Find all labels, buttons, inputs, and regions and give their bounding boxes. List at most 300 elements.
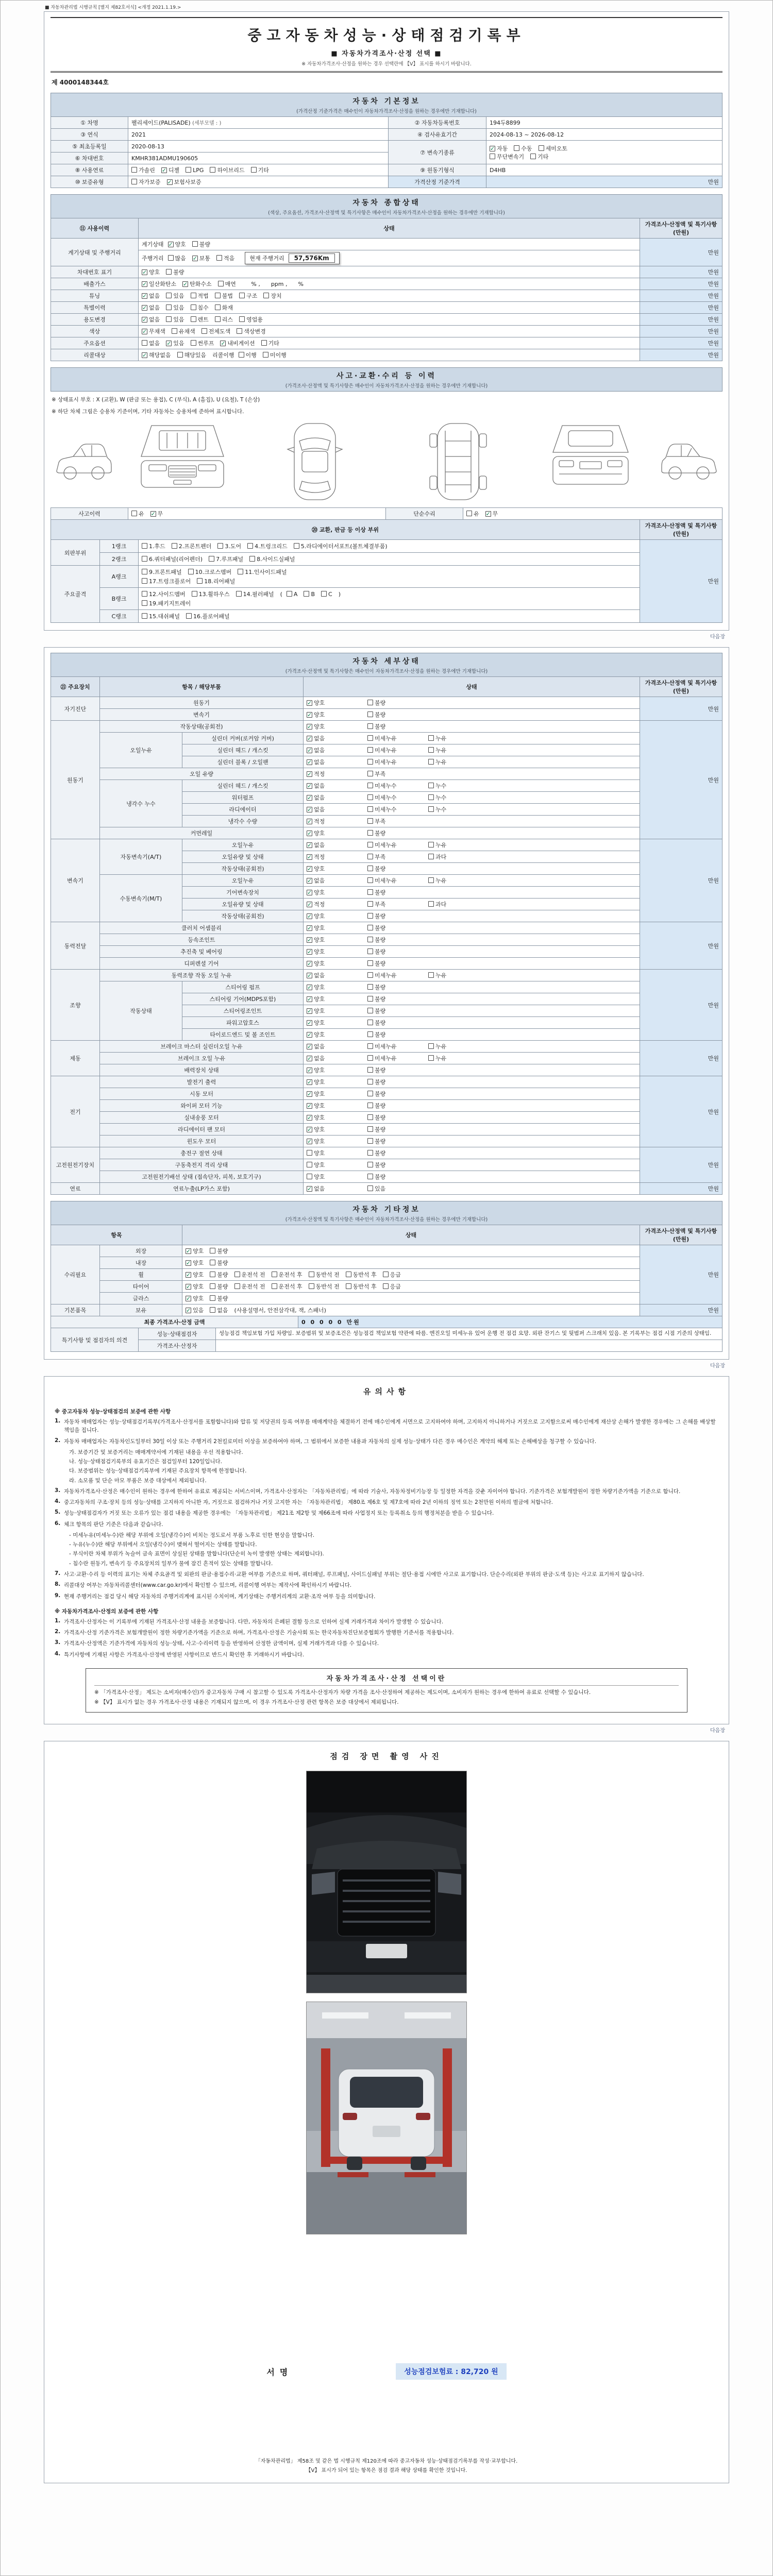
unchecked-box-icon[interactable] xyxy=(201,328,207,334)
unchecked-box-icon[interactable] xyxy=(210,1260,215,1265)
checkbox-option[interactable]: 있음 xyxy=(367,1184,428,1193)
unchecked-box-icon[interactable] xyxy=(367,735,373,741)
checkbox-option[interactable]: 불량 xyxy=(367,829,428,837)
checkbox-option[interactable]: 16.플로어패널 xyxy=(186,612,230,620)
unchecked-box-icon[interactable] xyxy=(367,925,373,930)
checkbox-option[interactable]: ✓ 양호 xyxy=(307,960,325,967)
unchecked-box-icon[interactable] xyxy=(383,1272,389,1277)
checkbox-option[interactable]: 미세누수 xyxy=(367,805,428,814)
checkbox-option[interactable]: 장치 xyxy=(263,292,281,300)
unchecked-box-icon[interactable] xyxy=(192,591,197,597)
checked-box-icon[interactable]: ✓ xyxy=(307,913,312,920)
checked-box-icon[interactable]: ✓ xyxy=(142,316,147,323)
checkbox-option[interactable]: ✓ 양호 xyxy=(307,723,325,730)
unchecked-box-icon[interactable] xyxy=(367,1043,373,1049)
checked-box-icon[interactable]: ✓ xyxy=(307,960,312,967)
unchecked-box-icon[interactable] xyxy=(367,1185,373,1191)
checkbox-option[interactable]: ✓ 양호 xyxy=(307,925,325,931)
checkbox-option[interactable]: ✓ 양호 xyxy=(307,711,325,718)
checkbox-option[interactable]: 전체도색 xyxy=(201,327,231,335)
checkbox-option[interactable]: 누유 xyxy=(428,758,489,766)
unchecked-box-icon[interactable] xyxy=(367,794,373,800)
checked-box-icon[interactable]: ✓ xyxy=(307,1020,312,1026)
checkbox-option[interactable]: ✓ 없음 xyxy=(307,1185,325,1192)
checkbox-option[interactable]: 12.사이드멤버 xyxy=(142,590,186,598)
checked-box-icon[interactable]: ✓ xyxy=(307,854,312,860)
checked-box-icon[interactable]: ✓ xyxy=(161,167,167,174)
checked-box-icon[interactable]: ✓ xyxy=(168,241,173,248)
unchecked-box-icon[interactable] xyxy=(367,960,373,966)
checked-box-icon[interactable]: ✓ xyxy=(307,842,312,849)
unchecked-box-icon[interactable] xyxy=(367,783,373,788)
checkbox-option[interactable]: ✓ 없음 xyxy=(142,304,160,311)
checked-box-icon[interactable]: ✓ xyxy=(142,281,147,287)
checkbox-option[interactable]: 미세누유 xyxy=(367,734,428,742)
unchecked-box-icon[interactable] xyxy=(307,1150,312,1156)
checkbox-option[interactable]: ✓ 없음 xyxy=(307,783,325,789)
unchecked-box-icon[interactable] xyxy=(309,1283,314,1289)
unchecked-box-icon[interactable] xyxy=(261,340,267,346)
checked-box-icon[interactable]: ✓ xyxy=(307,1103,312,1109)
checkbox-option[interactable]: 3.도어 xyxy=(217,542,241,550)
checkbox-option[interactable]: 불량 xyxy=(367,947,428,956)
unchecked-box-icon[interactable] xyxy=(428,854,434,859)
checkbox-option[interactable]: ✓ 양호 xyxy=(307,1008,325,1014)
unchecked-box-icon[interactable] xyxy=(346,1272,351,1277)
checkbox-option[interactable]: 5.라디에이터서포트(볼트체결부품) xyxy=(294,542,388,550)
checkbox-option[interactable]: 적음 xyxy=(216,254,234,262)
unchecked-box-icon[interactable] xyxy=(142,600,147,606)
checkbox-option[interactable]: ✓ 없음 xyxy=(142,316,160,323)
checkbox-option[interactable]: ✓ 적정 xyxy=(307,771,325,777)
checked-box-icon[interactable]: ✓ xyxy=(490,145,495,152)
checked-box-icon[interactable]: ✓ xyxy=(307,901,312,908)
checkbox-option[interactable]: 동반석 전 xyxy=(309,1270,340,1279)
checked-box-icon[interactable]: ✓ xyxy=(307,1067,312,1074)
checkbox-option[interactable]: 동반석 후 xyxy=(346,1270,377,1279)
checkbox-option[interactable]: ✓ 양호 xyxy=(307,1091,325,1097)
checkbox-option[interactable]: 불법 xyxy=(215,292,233,300)
unchecked-box-icon[interactable] xyxy=(166,269,172,275)
unchecked-box-icon[interactable] xyxy=(367,1091,373,1096)
checkbox-option[interactable]: ✓ 없음 xyxy=(307,972,325,979)
unchecked-box-icon[interactable] xyxy=(191,293,196,298)
checkbox-option[interactable]: 13.휠하우스 xyxy=(192,590,230,598)
unchecked-box-icon[interactable] xyxy=(514,145,519,151)
checkbox-option[interactable]: ✓ 없음 xyxy=(307,842,325,849)
checkbox-option[interactable]: ✓ 없음 xyxy=(307,735,325,742)
checkbox-option[interactable]: 운전석 전 xyxy=(234,1282,265,1291)
checked-box-icon[interactable]: ✓ xyxy=(142,328,147,335)
checkbox-option[interactable]: ✓ 양호 xyxy=(307,1138,325,1145)
checkbox-option[interactable]: 불량 xyxy=(367,699,428,707)
checkbox-option[interactable]: 유채색 xyxy=(172,327,195,335)
checkbox-option[interactable]: ✓ 자동 xyxy=(490,145,508,152)
unchecked-box-icon[interactable] xyxy=(367,830,373,836)
checkbox-option[interactable]: ✓ 양호 xyxy=(307,1126,325,1133)
checkbox-option[interactable]: 2.프론트펜더 xyxy=(172,542,212,550)
checkbox-option[interactable]: 11.인사이드패널 xyxy=(238,568,287,576)
checkbox-option[interactable]: 17.트렁크플로어 xyxy=(142,577,191,585)
checked-box-icon[interactable]: ✓ xyxy=(307,1138,312,1145)
checkbox-option[interactable]: ✓ 있음 xyxy=(186,1307,204,1314)
unchecked-box-icon[interactable] xyxy=(428,842,434,848)
checked-box-icon[interactable]: ✓ xyxy=(307,1091,312,1097)
checkbox-option[interactable]: 누수 xyxy=(428,793,489,802)
checkbox-option[interactable]: 있음 xyxy=(166,292,184,300)
unchecked-box-icon[interactable] xyxy=(428,794,434,800)
checkbox-option[interactable]: 불량 xyxy=(210,1270,228,1279)
checkbox-option[interactable]: 6.쿼터패널(리어펜더) xyxy=(142,555,203,563)
checkbox-option[interactable]: 불량 xyxy=(367,710,428,719)
checkbox-option[interactable]: 누유 xyxy=(428,971,489,979)
unchecked-box-icon[interactable] xyxy=(210,1248,215,1253)
unchecked-box-icon[interactable] xyxy=(237,328,242,334)
unchecked-box-icon[interactable] xyxy=(186,167,191,173)
checkbox-option[interactable]: 과다 xyxy=(428,900,489,908)
checked-box-icon[interactable]: ✓ xyxy=(307,937,312,943)
checkbox-option[interactable]: ✓ 양호 xyxy=(307,913,325,920)
checked-box-icon[interactable]: ✓ xyxy=(307,1008,312,1014)
checkbox-option[interactable]: 미세누유 xyxy=(367,841,428,849)
checkbox-option[interactable]: 없음 xyxy=(142,339,160,347)
checkbox-option[interactable]: 화재 xyxy=(215,303,233,312)
checked-box-icon[interactable]: ✓ xyxy=(183,281,188,287)
unchecked-box-icon[interactable] xyxy=(367,759,373,765)
checkbox-option[interactable]: ✓ 양호 xyxy=(307,866,325,872)
checkbox-option[interactable]: ✓ 디젤 xyxy=(161,167,180,174)
checkbox-option[interactable]: ✓ 양호 xyxy=(307,937,325,943)
checked-box-icon[interactable]: ✓ xyxy=(307,948,312,955)
unchecked-box-icon[interactable] xyxy=(172,328,177,334)
checkbox-option[interactable]: A xyxy=(287,591,298,598)
unchecked-box-icon[interactable] xyxy=(367,901,373,907)
unchecked-box-icon[interactable] xyxy=(142,569,147,574)
checkbox-option[interactable]: 구조 xyxy=(239,292,257,300)
unchecked-box-icon[interactable] xyxy=(367,1079,373,1084)
unchecked-box-icon[interactable] xyxy=(428,901,434,907)
checkbox-option[interactable]: 불량 xyxy=(166,268,184,276)
unchecked-box-icon[interactable] xyxy=(249,556,255,562)
checked-box-icon[interactable]: ✓ xyxy=(307,1043,312,1050)
checkbox-option[interactable]: 누유 xyxy=(428,734,489,742)
checked-box-icon[interactable]: ✓ xyxy=(166,340,172,347)
unchecked-box-icon[interactable] xyxy=(247,543,253,549)
unchecked-box-icon[interactable] xyxy=(367,1114,373,1120)
checkbox-option[interactable]: 불량 xyxy=(367,1149,428,1157)
checkbox-option[interactable]: 미세누유 xyxy=(367,758,428,766)
unchecked-box-icon[interactable] xyxy=(210,1272,215,1277)
unchecked-box-icon[interactable] xyxy=(192,241,198,247)
checkbox-option[interactable]: 운전석 후 xyxy=(272,1270,303,1279)
checkbox-option[interactable]: 누수 xyxy=(428,782,489,790)
checked-box-icon[interactable]: ✓ xyxy=(142,352,147,359)
unchecked-box-icon[interactable] xyxy=(367,771,373,776)
unchecked-box-icon[interactable] xyxy=(210,1307,215,1313)
checked-box-icon[interactable]: ✓ xyxy=(307,759,312,766)
checkbox-option[interactable]: 있음 xyxy=(166,303,184,312)
checkbox-option[interactable]: 자가보증 xyxy=(131,178,161,186)
checkbox-option[interactable]: 동반석 후 xyxy=(346,1282,377,1291)
checkbox-option[interactable]: ✓ 양호 xyxy=(142,269,160,276)
checkbox-option[interactable]: 14.필러패널 xyxy=(236,590,274,598)
unchecked-box-icon[interactable] xyxy=(166,304,172,310)
checkbox-option[interactable]: 15.대쉬패널 xyxy=(142,612,180,620)
unchecked-box-icon[interactable] xyxy=(428,806,434,812)
unchecked-box-icon[interactable] xyxy=(272,1272,277,1277)
checkbox-option[interactable]: 누유 xyxy=(428,841,489,849)
unchecked-box-icon[interactable] xyxy=(367,1174,373,1179)
checkbox-option[interactable]: 운전석 후 xyxy=(272,1282,303,1291)
checkbox-option[interactable]: 8.사이드실패널 xyxy=(249,555,295,563)
unchecked-box-icon[interactable] xyxy=(321,591,327,597)
checkbox-option[interactable]: 7.루프패널 xyxy=(209,555,243,563)
checkbox-option[interactable]: 미세누수 xyxy=(367,782,428,790)
checkbox-option[interactable]: ✓ 양호 xyxy=(307,700,325,706)
unchecked-box-icon[interactable] xyxy=(367,1138,373,1144)
checkbox-option[interactable]: 많음 xyxy=(168,254,186,262)
checkbox-option[interactable]: 미세누유 xyxy=(367,1042,428,1050)
checkbox-option[interactable]: 침수 xyxy=(191,303,209,312)
unchecked-box-icon[interactable] xyxy=(177,352,183,358)
checkbox-option[interactable]: 19.패키지트레이 xyxy=(142,599,191,607)
checkbox-option[interactable]: 운전석 전 xyxy=(234,1270,265,1279)
checkbox-option[interactable]: 미세누유 xyxy=(367,876,428,885)
checkbox-option[interactable]: 불량 xyxy=(367,888,428,896)
checkbox-option[interactable]: 세미오토 xyxy=(539,144,568,152)
checkbox-option[interactable]: ✓ 무 xyxy=(485,511,498,517)
checkbox-option[interactable]: 색상변경 xyxy=(237,327,266,335)
checkbox-option[interactable]: ✓ 양호 xyxy=(168,241,186,248)
unchecked-box-icon[interactable] xyxy=(272,1283,277,1289)
checkbox-option[interactable]: 불량 xyxy=(210,1294,228,1302)
unchecked-box-icon[interactable] xyxy=(263,293,269,298)
checkbox-option[interactable]: ✓ 없음 xyxy=(307,1055,325,1062)
checkbox-option[interactable]: 불량 xyxy=(367,1090,428,1098)
checkbox-option[interactable]: 18.리어패널 xyxy=(197,577,235,585)
checked-box-icon[interactable]: ✓ xyxy=(307,877,312,884)
next-page-link-1[interactable]: 다음장 xyxy=(710,634,725,640)
checkbox-option[interactable]: ✓ 양호 xyxy=(307,1114,325,1121)
unchecked-box-icon[interactable] xyxy=(428,783,434,788)
unchecked-box-icon[interactable] xyxy=(367,948,373,954)
unchecked-box-icon[interactable] xyxy=(367,913,373,919)
unchecked-box-icon[interactable] xyxy=(367,854,373,859)
unchecked-box-icon[interactable] xyxy=(238,569,243,574)
checkbox-option[interactable]: ✓ 양호 xyxy=(307,1067,325,1074)
unchecked-box-icon[interactable] xyxy=(428,877,434,883)
checked-box-icon[interactable]: ✓ xyxy=(307,700,312,706)
unchecked-box-icon[interactable] xyxy=(367,1103,373,1108)
checkbox-option[interactable]: 불량 xyxy=(367,995,428,1003)
checkbox-option[interactable]: 불량 xyxy=(210,1247,228,1255)
checkbox-option[interactable]: 부족 xyxy=(367,817,428,825)
checkbox-option[interactable]: 유 xyxy=(131,510,144,518)
checkbox-option[interactable]: 누유 xyxy=(428,1042,489,1050)
unchecked-box-icon[interactable] xyxy=(287,591,292,597)
unchecked-box-icon[interactable] xyxy=(428,759,434,765)
checkbox-option[interactable]: 불량 xyxy=(367,912,428,920)
checkbox-option[interactable]: 썬루프 xyxy=(191,339,214,347)
checkbox-option[interactable]: ✓ 없음 xyxy=(307,1043,325,1050)
checkbox-option[interactable]: 응급 xyxy=(383,1270,401,1279)
checkbox-option[interactable]: ✓ 양호 xyxy=(307,830,325,837)
checked-box-icon[interactable]: ✓ xyxy=(150,511,156,517)
checked-box-icon[interactable]: ✓ xyxy=(192,255,197,262)
checkbox-option[interactable]: 부족 xyxy=(367,900,428,908)
unchecked-box-icon[interactable] xyxy=(539,145,544,151)
checkbox-option[interactable]: ✓ 일산화탄소 xyxy=(142,281,177,287)
checkbox-option[interactable]: 미세누유 xyxy=(367,971,428,979)
unchecked-box-icon[interactable] xyxy=(367,723,373,729)
checkbox-option[interactable]: C xyxy=(321,591,332,598)
unchecked-box-icon[interactable] xyxy=(131,167,137,173)
checkbox-option[interactable]: 10.크로스멤버 xyxy=(188,568,232,576)
checked-box-icon[interactable]: ✓ xyxy=(186,1260,191,1266)
checkbox-option[interactable]: 과다 xyxy=(428,853,489,861)
checked-box-icon[interactable]: ✓ xyxy=(307,711,312,718)
checkbox-option[interactable]: ✓ 없음 xyxy=(307,806,325,813)
unchecked-box-icon[interactable] xyxy=(142,543,147,549)
checked-box-icon[interactable]: ✓ xyxy=(221,340,226,347)
checkbox-option[interactable]: ✓ 양호 xyxy=(186,1295,204,1302)
checked-box-icon[interactable]: ✓ xyxy=(307,996,312,1003)
unchecked-box-icon[interactable] xyxy=(197,578,203,584)
unchecked-box-icon[interactable] xyxy=(142,591,147,597)
unchecked-box-icon[interactable] xyxy=(166,293,172,298)
checkbox-option[interactable]: 부족 xyxy=(367,770,428,778)
checkbox-option[interactable]: ✓ 있음 xyxy=(166,340,184,347)
unchecked-box-icon[interactable] xyxy=(142,340,147,346)
unchecked-box-icon[interactable] xyxy=(367,1031,373,1037)
checkbox-option[interactable]: 4.트렁크리드 xyxy=(247,542,288,550)
checkbox-option[interactable]: 리스 xyxy=(215,315,233,324)
checkbox-option[interactable]: 부족 xyxy=(367,853,428,861)
checked-box-icon[interactable]: ✓ xyxy=(142,304,147,311)
checkbox-option[interactable]: 응급 xyxy=(383,1282,401,1291)
checkbox-option[interactable]: 수동 xyxy=(514,144,532,152)
unchecked-box-icon[interactable] xyxy=(217,543,223,549)
unchecked-box-icon[interactable] xyxy=(263,352,268,358)
checkbox-option[interactable]: 적법 xyxy=(191,292,209,300)
checked-box-icon[interactable]: ✓ xyxy=(307,771,312,777)
checkbox-option[interactable]: 미세누수 xyxy=(367,793,428,802)
unchecked-box-icon[interactable] xyxy=(216,255,222,261)
checkbox-option[interactable]: ✓ 양호 xyxy=(307,1020,325,1026)
checkbox-option[interactable]: ✓ 양호 xyxy=(186,1260,204,1266)
unchecked-box-icon[interactable] xyxy=(304,591,309,597)
checked-box-icon[interactable]: ✓ xyxy=(307,818,312,825)
checked-box-icon[interactable]: ✓ xyxy=(307,783,312,789)
checkbox-option[interactable]: 불량 xyxy=(210,1282,228,1291)
unchecked-box-icon[interactable] xyxy=(239,293,245,298)
unchecked-box-icon[interactable] xyxy=(142,556,147,562)
checkbox-option[interactable]: 양호 xyxy=(307,1161,367,1169)
checkbox-option[interactable]: 매연 xyxy=(218,280,236,288)
checkbox-option[interactable]: 무단변속기 xyxy=(490,152,524,161)
checkbox-option[interactable]: 유 xyxy=(466,510,479,518)
checkbox-option[interactable]: 누유 xyxy=(428,876,489,885)
checkbox-option[interactable]: ✓ 양호 xyxy=(186,1272,204,1278)
checkbox-option[interactable]: 불량 xyxy=(367,1019,428,1027)
checkbox-option[interactable]: 해당있음 xyxy=(177,351,207,359)
unchecked-box-icon[interactable] xyxy=(383,1283,389,1289)
unchecked-box-icon[interactable] xyxy=(188,569,194,574)
checked-box-icon[interactable]: ✓ xyxy=(307,830,312,837)
checkbox-option[interactable]: 불량 xyxy=(367,865,428,873)
checkbox-option[interactable]: ✓ 해당없음 xyxy=(142,352,171,359)
unchecked-box-icon[interactable] xyxy=(234,1283,240,1289)
unchecked-box-icon[interactable] xyxy=(428,747,434,753)
unchecked-box-icon[interactable] xyxy=(367,937,373,942)
unchecked-box-icon[interactable] xyxy=(367,984,373,990)
checked-box-icon[interactable]: ✓ xyxy=(167,179,172,185)
checkbox-option[interactable]: 불량 xyxy=(367,1066,428,1074)
checkbox-option[interactable]: ✓ 적정 xyxy=(307,901,325,908)
checked-box-icon[interactable]: ✓ xyxy=(307,972,312,979)
checkbox-option[interactable]: 불량 xyxy=(367,1101,428,1110)
checked-box-icon[interactable]: ✓ xyxy=(307,1114,312,1121)
checkbox-option[interactable]: 9.프론트패널 xyxy=(142,568,182,576)
unchecked-box-icon[interactable] xyxy=(367,1126,373,1132)
checkbox-option[interactable]: 누유 xyxy=(428,1054,489,1062)
checkbox-option[interactable]: 불량 xyxy=(367,1113,428,1122)
unchecked-box-icon[interactable] xyxy=(142,613,147,619)
unchecked-box-icon[interactable] xyxy=(367,700,373,705)
checkbox-option[interactable]: 미세누유 xyxy=(367,1054,428,1062)
checkbox-option[interactable]: ✓ 없음 xyxy=(307,877,325,884)
checkbox-option[interactable]: 기타 xyxy=(251,166,269,174)
checked-box-icon[interactable]: ✓ xyxy=(307,1055,312,1062)
checked-box-icon[interactable]: ✓ xyxy=(307,984,312,991)
checkbox-option[interactable]: ✓ 적정 xyxy=(307,818,325,825)
unchecked-box-icon[interactable] xyxy=(191,304,196,310)
unchecked-box-icon[interactable] xyxy=(466,511,472,516)
unchecked-box-icon[interactable] xyxy=(367,1020,373,1025)
checkbox-option[interactable]: 미이행 xyxy=(263,351,287,359)
checked-box-icon[interactable]: ✓ xyxy=(307,1185,312,1192)
unchecked-box-icon[interactable] xyxy=(215,293,221,298)
unchecked-box-icon[interactable] xyxy=(367,866,373,871)
unchecked-box-icon[interactable] xyxy=(131,179,137,184)
unchecked-box-icon[interactable] xyxy=(186,613,192,619)
checked-box-icon[interactable]: ✓ xyxy=(307,1031,312,1038)
checkbox-option[interactable]: 불량 xyxy=(367,722,428,731)
unchecked-box-icon[interactable] xyxy=(215,316,221,322)
checkbox-option[interactable]: ✓ 양호 xyxy=(307,996,325,1003)
unchecked-box-icon[interactable] xyxy=(251,167,257,173)
checkbox-option[interactable]: ✓ 없음 xyxy=(307,794,325,801)
unchecked-box-icon[interactable] xyxy=(428,735,434,741)
checked-box-icon[interactable]: ✓ xyxy=(186,1272,191,1278)
unchecked-box-icon[interactable] xyxy=(367,842,373,848)
unchecked-box-icon[interactable] xyxy=(307,1162,312,1167)
unchecked-box-icon[interactable] xyxy=(210,1283,215,1289)
checkbox-option[interactable]: ✓ 양호 xyxy=(307,1103,325,1109)
unchecked-box-icon[interactable] xyxy=(142,578,147,584)
checked-box-icon[interactable]: ✓ xyxy=(307,735,312,742)
checked-box-icon[interactable]: ✓ xyxy=(307,794,312,801)
unchecked-box-icon[interactable] xyxy=(367,996,373,1002)
checkbox-option[interactable]: ✓ 양호 xyxy=(307,1031,325,1038)
checkbox-option[interactable]: 불량 xyxy=(367,1007,428,1015)
unchecked-box-icon[interactable] xyxy=(367,1008,373,1013)
unchecked-box-icon[interactable] xyxy=(367,1150,373,1156)
checkbox-option[interactable]: 영업용 xyxy=(239,315,263,324)
checkbox-option[interactable]: 불량 xyxy=(367,1161,428,1169)
checkbox-option[interactable]: 하이브리드 xyxy=(210,166,244,174)
unchecked-box-icon[interactable] xyxy=(530,154,536,159)
